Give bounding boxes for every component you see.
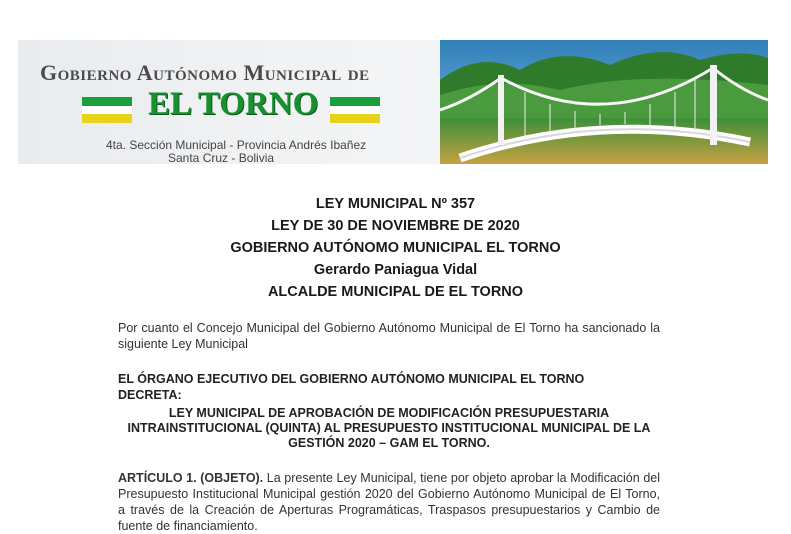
letterhead-subtitle-2: Santa Cruz - Bolivia [168,151,275,165]
decreta-label: DECRETA: [118,388,182,402]
mayor-title: ALCALDE MUNICIPAL DE EL TORNO [267,284,524,300]
intro-paragraph: Por cuanto el Concejo Municipal del Gobierno Autónomo Municipal de El Torno ha sancionado la siguiente Ley Municipal [118,321,660,351]
town-name: EL TORNO [148,86,319,122]
bolivia-flag-right-icon [330,97,380,123]
article-1 [118,470,660,534]
bridge-illustration [440,40,768,164]
article-1-text: La presente Ley Municipal, tiene por objeto aprobar la Modificación del Presupuesto Institucional Municipal gestión 2020 del Gobierno Autónomo Municipal de El Torno, a través de la Creación de Aperturas Programáticas, Traspasos presupuestarios y Cambio de fuente de financiamiento. [118,471,660,533]
bolivia-flag-left-icon [82,97,132,123]
article-1-title: ARTÍCULO 1. (OBJETO). [118,471,264,485]
government-name: GOBIERNO AUTÓNOMO MUNICIPAL EL TORNO [230,240,561,256]
law-date: LEY DE 30 DE NOVIEMBRE DE 2020 [271,218,520,234]
executive-organ-line: EL ÓRGANO EJECUTIVO DEL GOBIERNO AUTÓNOMO MUNICIPAL EL TORNO [118,372,585,386]
law-number: LEY MUNICIPAL Nº 357 [315,196,476,212]
letterhead-subtitle-1: 4ta. Sección Municipal - Provincia Andrés Ibañez [106,138,367,152]
government-title: Gobierno Autónomo Municipal de [40,60,370,85]
mayor-name: Gerardo Paniagua Vidal [313,262,478,278]
law-title: LEY MUNICIPAL DE APROBACIÓN DE MODIFICACIÓN PRESUPUESTARIA INTRAINSTITUCIONAL (QUINTA) AL PRESUPUESTO INSTITUCIONAL MUNICIPAL DE LA GESTIÓN 2020 – GAM EL TORNO. [127,406,651,450]
